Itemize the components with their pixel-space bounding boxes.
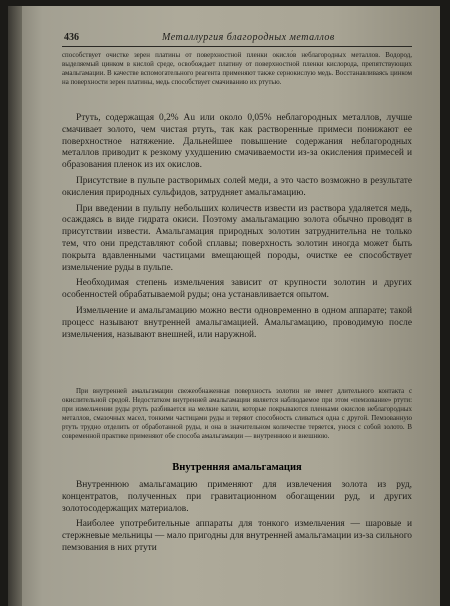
page-header — [62, 30, 412, 47]
running-head: Металлургия благородных металлов — [162, 32, 335, 43]
section-heading: Внутренняя амальгамация — [172, 462, 302, 473]
section-text — [62, 480, 412, 555]
paragraph-4: Необходимая степень измельчения зависит от крупности золотин и других особенностей обрабатываемой руды; она устанавливается опытом. — [62, 278, 412, 301]
top-small-paragraph: способствует очистке зерен платины от поверхностной пленки окисло́в неблагородных металлов. Водород, выделяемый цинком в кислой среде, освобождает платину от поверхностной пленки кислорода, препятствующих амальгамации. В качестве вспомогательного реагента применяют также сернокислую медь. Восстанавливаясь цинком на поверхности зерен платины, медь способствует смачиванию их ртутью. — [62, 52, 412, 86]
paragraph-3: При введении в пульпу небольших количеств извести из раствора удаляется медь, осаждаясь в виде гидрата окиси. Поэтому амальгамацию золота обычно проводят в присутствии извести. Амальгамация природных золотин затруднительна не только тем, что они представляют собой сплавы; поверхность золотин иногда может быть покрыта вдавленными частицами вмещающей породы, очистке ее способствует измельчение руды в пульпе. — [62, 203, 412, 273]
bottom-small-paragraph: При внутренней амальгамации свежеобнаженная поверхность золотин не имеет длительного контакта с окислительной средой. Недостатком внутренней амальгамации является наблюдаемое при этом «пемзование» ртути: при измельчении руды ртуть разбивается на мелкие капли, которые покрываются пленками окислов неблагородных металлов, смазочных масел, тонкими частицами руды и теряют способность сливаться одна с другой. Пемзованную ртуть трудно отделить от обработанной руды, и она в значительном количестве теряется, унося с собой золото. В современной практике применяют обе способа амальгамации — внутреннюю и внешнюю. — [62, 388, 412, 440]
page-number: 436 — [64, 32, 79, 43]
page-binding-shadow — [8, 6, 22, 606]
section-paragraph-2: Наиболее употребительные аппараты для тонкого измельчения — шаровые и стержневые мельницы — мало пригодны для внутренней амальгамации из-за сильного пемзования в них ртути — [62, 519, 412, 553]
paragraph-5: Измельчение и амальгамацию можно вести одновременно в одном аппарате; такой процесс называют внутренней амальгамацией. Амальгамацию, проводимую после измельчения, называют внешней, или наружной. — [62, 305, 412, 340]
paragraph-1: Ртуть, содержащая 0,2% Au или около 0,05% неблагородных металлов, лучше смачивает золото, чем чистая ртуть, так как растворенные примеси понижают ее поверхностное натяжение. Дальнейшее повышение содержания неблагородных металлов приводит к резкому ухудшению смачиваемости из-за окисления примесей и образования пленок из их окислов. — [62, 113, 412, 171]
main-text-block — [62, 113, 412, 341]
section-paragraph-1: Внутреннюю амальгамацию применяют для извлечения золота из руд, концентратов, полученных при гравитационном обогащении руд, и других золотосодержащих материалов. — [62, 480, 412, 514]
paragraph-2: Присутствие в пульпе растворимых солей меди, а это часто возможно в результате окисления природных сульфидов, затрудняет амальгамацию. — [62, 175, 412, 198]
